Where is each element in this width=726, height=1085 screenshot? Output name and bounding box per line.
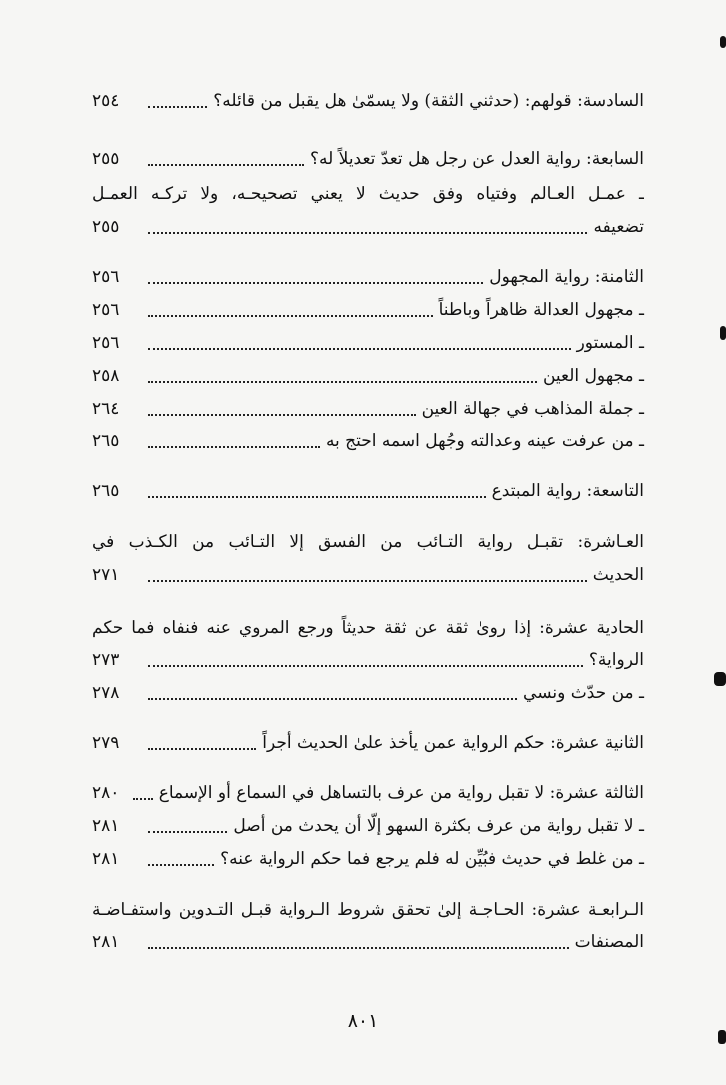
toc-entry-page: ٢٥٥ (92, 149, 120, 169)
toc-entry (92, 645, 644, 675)
toc-entry-page: ٢٦٥ (92, 431, 120, 451)
dot-leader (148, 445, 320, 448)
toc-entry (92, 144, 644, 174)
toc-entry (92, 778, 644, 808)
page-number: ٨٠١ (347, 1010, 379, 1032)
dot-leader (133, 797, 153, 800)
toc-entry (92, 728, 644, 758)
toc-entry-page: ٢٥٦ (92, 333, 120, 353)
toc-entry-title: ـ جملة المذاهب في جهالة العين (421, 399, 644, 419)
toc-entry (92, 560, 644, 590)
toc-entry-page: ٢٨١ (92, 816, 120, 836)
toc-entry-title: المصنفات (574, 932, 644, 952)
toc-entry (92, 844, 644, 874)
toc-entry-page: ٢٧٣ (92, 650, 120, 670)
toc-entry-line: العـاشرة: تقبـل رواية التـائب من الفسق إلا التـائب من الكـذب في (92, 532, 644, 552)
toc-entry-title: ـ من عرفت عينه وعدالته وجُهل اسمه احتج به (325, 431, 644, 451)
toc-entry-line: الـرابعـة عشرة: الحـاجـة إلىٰ تحقق شروط الـرواية قبـل التـدوين واستفـاضـة (92, 900, 644, 920)
toc-entry (92, 426, 644, 456)
toc-entry (92, 295, 644, 325)
toc-entry-page: ٢٥٨ (92, 366, 120, 386)
dot-leader (148, 347, 571, 350)
dot-leader (148, 830, 227, 833)
toc-entry (92, 86, 644, 116)
toc-entry (92, 361, 644, 391)
dot-leader (148, 281, 483, 284)
toc-entry (92, 262, 644, 292)
toc-entry-page: ٢٥٤ (92, 91, 120, 111)
toc-entry (92, 476, 644, 506)
toc-entry-title: ـ المستور (576, 333, 644, 353)
toc-entry-title: ـ من غلط في حديث فبُيِّن له فلم يرجع فما حكم الرواية عنه؟ (220, 849, 644, 869)
dot-leader (148, 380, 537, 383)
dot-leader (148, 579, 587, 582)
dot-leader (148, 863, 214, 866)
toc-entry (92, 394, 644, 424)
toc-entry-page: ٢٥٦ (92, 267, 120, 287)
dot-leader (148, 664, 583, 667)
dot-leader (148, 413, 416, 416)
toc-entry-page: ٢٧٨ (92, 683, 120, 703)
toc-entry-page: ٢٥٦ (92, 300, 120, 320)
toc-entry-title: التاسعة: رواية المبتدع (491, 481, 644, 501)
dot-leader (148, 946, 569, 949)
toc-entry (92, 678, 644, 708)
toc-entry-title: الثامنة: رواية المجهول (489, 267, 644, 287)
toc-entry-title: ـ مجهول العدالة ظاهراً وباطناً (438, 300, 644, 320)
dot-leader (148, 747, 256, 750)
toc-entry-page: ٢٦٤ (92, 399, 120, 419)
toc-entry-title: الحديث (592, 565, 644, 585)
dot-leader (148, 495, 486, 498)
toc-entry-title: السابعة: رواية العدل عن رجل هل تعدّ تعديلاً له؟ (309, 149, 644, 169)
dot-leader (148, 105, 207, 108)
toc-entry-line: ـ عمـل العـالم وفتياه وفق حديث لا يعني تصحيحـه، ولا تركـه العمـل (92, 184, 644, 204)
toc-entry-page: ٢٨١ (92, 849, 120, 869)
toc-entry-page: ٢٧١ (92, 565, 120, 585)
toc-entry-title: تضعيفه (593, 217, 644, 237)
toc-entry (92, 328, 644, 358)
scan-speck (720, 326, 726, 340)
toc-entry-page: ٢٦٥ (92, 481, 120, 501)
dot-leader (148, 697, 517, 700)
scan-speck (714, 672, 726, 686)
toc-entry-title: ـ من حدّث ونسي (523, 683, 644, 703)
toc-entry-page: ٢٥٥ (92, 217, 120, 237)
dot-leader (148, 163, 304, 166)
toc-entry-page: ٢٨١ (92, 932, 120, 952)
toc-entry-line: الحادية عشرة: إذا روىٰ ثقة عن ثقة حديثاً ورجع المروي عنه فنفاه فما حكم (92, 618, 644, 638)
toc-entry (92, 927, 644, 957)
toc-entry-title: الثانية عشرة: حكم الرواية عمن يأخذ علىٰ الحديث أجراً (262, 733, 644, 753)
toc-entry-page: ٢٨٠ (92, 783, 120, 803)
toc-entry-title: الثالثة عشرة: لا تقبل رواية من عرف بالتساهل في السماع أو الإسماع (158, 783, 644, 803)
toc-entry-title: ـ مجهول العين (542, 366, 644, 386)
toc-entry (92, 811, 644, 841)
toc-entry-title: ـ لا تقبل رواية من عرف بكثرة السهو إلّا أن يحدث من أصل (233, 816, 644, 836)
dot-leader (148, 314, 433, 317)
scan-speck (718, 1030, 726, 1044)
scan-speck (720, 36, 726, 48)
toc-entry-title: الرواية؟ (588, 650, 644, 670)
toc-entry-page: ٢٧٩ (92, 733, 120, 753)
toc-entry (92, 212, 644, 242)
dot-leader (148, 231, 587, 234)
toc-entry-title: السادسة: قولهم: (حدثني الثقة) ولا يسمّىٰ هل يقبل من قائله؟ (213, 91, 644, 111)
